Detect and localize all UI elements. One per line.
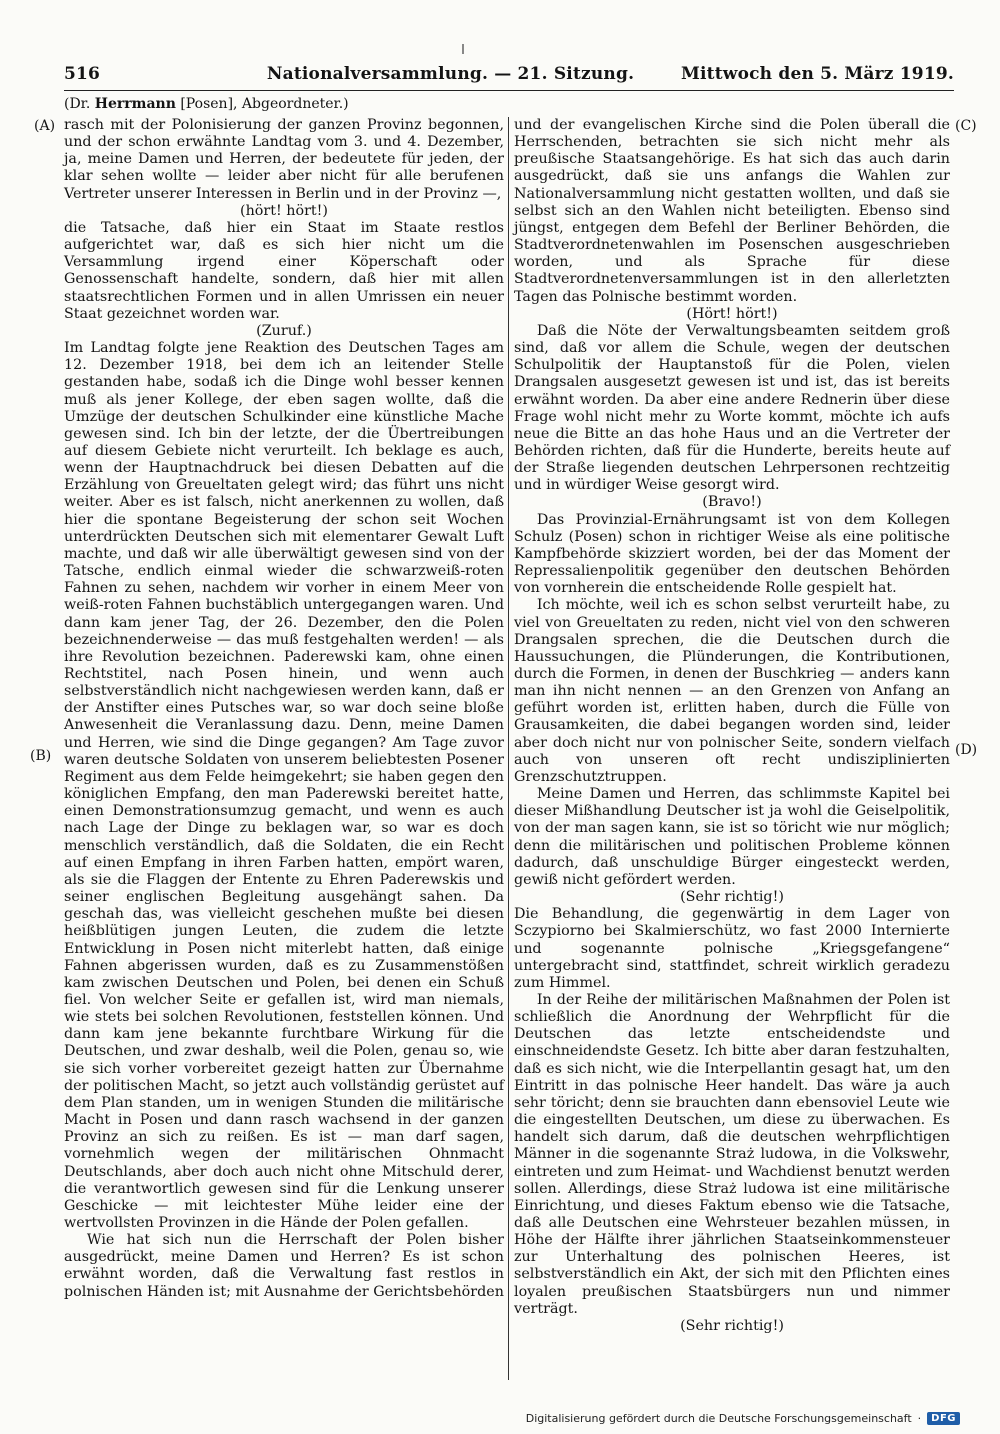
right-paragraph: Das Provinzial-Ernährungsamt ist von dem Kollegen Schulz (Posen) schon in richtiger Weise als eine politische Kampfbehörde skizziert worden, bei der das Moment der Repressalienpolitik gegenüber den deutschen Behörden von vornherein die entscheidende Rolle gespielt hat. xyxy=(514,511,950,597)
scan-speck xyxy=(462,44,464,54)
left-paragraph: Im Landtag folgte jene Reaktion des Deutschen Tages am 12. Dezember 1918, bei dem ich an leitender Stelle gestanden habe, sodaß ich die Dinge wohl besser kennen muß als jener Kollege, der eben sagen wollte, daß die Umzüge der deutschen Schulkinder eine künstliche Mache gewesen sind. Ich bin der letzte, der die Übertreibungen auf diesem Gebiete nicht verurteilt. Ich beklage es auch, wenn der Hauptnachdruck bei diesen Debatten auf die Erzählung von Greueltaten gelegt wird; das führt uns nicht weiter. Aber es ist falsch, nicht anerkennen zu wollen, daß hier die spontane Begeisterung der schon seit Wochen unterdrückten Deutschen sich mit elementarer Gewalt Luft machte, und daß wir alle überwältigt gewesen sind von der Tatsche, endlich einmal wieder die schwarzweiß-roten Fahnen zu sehen, nachdem wir vorher in einem Meer von weiß-roten Fahnen buchstäblich untergegangen waren. Und dann kam jener Tag, der 26. Dezember, den die Polen bezeichnenderweise — das muß festgehalten werden! — als ihre Revolution bezeichnen. Paderewski kam, ohne einen Rechtstitel, nach Posen hinein, und wenn auch selbstverständlich nicht nachgewiesen werden kann, daß er der Anstifter eines Putsches war, so war doch seine bloße Anwesenheit die Veranlassung dazu. Denn, meine Damen und Herren, wie sind die Dinge gegangen? Am Tage zuvor waren deutsche Soldaten von unserem beliebtesten Posener Regiment aus dem Felde heimgekehrt; sie haben gegen den königlichen Empfang, den man Paderewski bereitet hatte, einen Demonstrationsumzug gemacht, und wenn es auch nach Lage der Dinge zu beklagen war, so war es doch menschlich verständlich, daß die Soldaten, die ein Recht auf einen Empfang in ihren Farben hatten, empört waren, als sie die Flaggen der Entente zu Ehren Paderewskis und seiner englischen Begleitung ausgehängt sahen. Da geschah das, was vielleicht geschehen mußte bei diesen heißblütigen jungen Leuten, die zudem die letzte Entwicklung in Posen nicht miterlebt hatten, daß einige Fahnen abgerissen wurden, daß es zu Zusammenstößen kam zwischen Deutschen und Polen, bei denen ein Schuß fiel. Von welcher Seite er gefallen ist, wird man niemals, wie stets bei solchen Revolutionen, feststellen können. Und dann kam jene bekannte furchtbare Wirkung für die Deutschen, und zwar deshalb, weil die Polen, genau so, wie sie sich vorher vorbereitet gezeigt hatten zur Übernahme der politischen Macht, so jetzt auch vollständig gerüstet auf dem Plan standen, um in wenigen Stunden die militärische Macht in Posen und dann rasch wachsend in der ganzen Provinz an sich zu reißen. Es ist — man darf sagen, vornehmlich wegen der militärischen Ohnmacht Deutschlands, aber doch auch nicht ohne Mitschuld derer, die verantwortlich gewesen sind für die Lenkung unserer Geschicke — mit leichtester Mühe leider eine der wertvollsten Provinzen in die Hände der Polen gefallen. xyxy=(64,340,504,1231)
right-paragraph: Meine Damen und Herren, das schlimmste Kapitel bei dieser Mißhandlung Deutscher ist ja wohl die Geiselpolitik, von der man sagen kann, sie ist so töricht wie nur möglich; denn die militärischen und politischen Probleme können dadurch, daß unschuldige Bürger eingesteckt werden, gewiß nicht gefördert werden. xyxy=(514,786,950,888)
speaker-prefix: (Dr. xyxy=(64,96,95,112)
speaker-name: Herrmann xyxy=(94,96,176,112)
right-paragraph: Ich möchte, weil ich es schon selbst verurteilt habe, zu viel von Greueltaten zu reden, nicht viel von den schweren Drangsalen sprechen, die die Deutschen durch die Haussuchungen, die Plünderungen, die Kontributionen, durch die Formen, in denen der Buschkrieg — anders kann man ihn nicht nennen — an den Grenzen von Anfang an geführt worden ist, erlitten haben, durch die Fülle von Grausamkeiten, die dabei begangen worden sind, leider aber doch nicht nur von polnischer Seite, sondern vielfach auch von unseren oft recht undisziplinierten Grenzschutztruppen. xyxy=(514,597,950,785)
right-paragraph: und der evangelischen Kirche sind die Polen überall die Herrschenden, betrachten sie sich nicht mehr als preußische Staatsangehörige. Es hat sich das auch darin ausgedrückt, daß sie uns anfangs die Wahlen zur Nationalversammlung nicht gestatten wollten, und daß sie selbst sich an den Wahlen nicht beteiligten. Ebenso sind jüngst, entgegen dem Befehl der Berliner Behörden, die Stadtverordnetenwahlen im Posenschen ausgeschrieben worden, und als Sprache für diese Stadtverordnetenversammlungen ist in den allerletzten Tagen das Polnische bestimmt worden. xyxy=(514,117,950,305)
page-header xyxy=(64,64,954,86)
left-paragraph: rasch mit der Polonisierung der ganzen Provinz begonnen, und der schon erwähnte Landtag vom 3. und 4. Dezember, ja, meine Damen und Herren, der bedeutete für jeden, der klar sehen wollte — leider aber nicht für alle berufenen Vertreter unserer Interessen in Berlin und in der Provinz —, xyxy=(64,117,504,202)
page-footer xyxy=(526,1410,960,1426)
speaker-suffix: [Posen], Abgeordneter.) xyxy=(175,96,349,112)
left-column xyxy=(64,117,504,1301)
margin-mark-c: (C) xyxy=(955,118,977,134)
left-interjection: (Zuruf.) xyxy=(256,322,312,339)
right-paragraph: In der Reihe der militärischen Maßnahmen der Polen ist schließlich die Anordnung der Wehrpflicht für die Deutschen das letzte entscheidendste und einschneidendste Gesetz. Ich bitte aber daran festzuhalten, daß es sich nicht, wie die Interpellantin gesagt hat, um den Eintritt in das polnische Heer handelt. Das wäre ja auch sehr töricht; denn sie brauchten dann ebensoviel Leute wie die eingestellten Deutschen, um diese zu überwachen. Es handelt sich darum, daß die deutschen wehrpflichtigen Männer in die sogenannte Straż ludowa, in die Volkswehr, eintreten und zum Heimat- und Wachdienst benutzt werden sollen. Allerdings, diese Straż ludowa ist eine militärische Einrichtung, und dieses Faktum ebenso wie die Tatsache, daß alle Deutschen eine Wehrsteuer bezahlen müssen, in Höhe der Hälfte ihrer jährlichen Staatseinkommensteuer zur Unterhaltung des polnischen Heeres, ist selbstverständlich ein Akt, der sich mit den Pflichten eines loyalen preußischen Staatsbürgers nun und nimmer verträgt. xyxy=(514,991,950,1317)
margin-mark-d: (D) xyxy=(955,742,978,758)
header-date: Mittwoch den 5. März 1919. xyxy=(680,64,954,84)
column-divider xyxy=(508,117,509,1380)
left-interjection: (hört! hört!) xyxy=(240,202,328,219)
right-interjection: (Hört! hört!) xyxy=(686,305,778,322)
dfg-logo: DFG xyxy=(927,1412,960,1425)
page-number: 516 xyxy=(64,64,101,84)
left-paragraph: Wie hat sich nun die Herrschaft der Polen bisher ausgedrückt, meine Damen und Herren? Es ist schon erwähnt worden, daß die Verwaltung fast restlos in polnischen Händen ist; mit Ausnahme der Gerichtsbehörden xyxy=(64,1232,504,1300)
header-title: Nationalversammlung. — 21. Sitzung. xyxy=(266,64,635,84)
footer-credit: Digitalisierung gefördert durch die Deutsche Forschungsgemeinschaft xyxy=(525,1411,912,1425)
header-rule xyxy=(64,90,954,91)
right-interjection: (Sehr richtig!) xyxy=(680,889,784,906)
left-paragraph: die Tatsache, daß hier ein Staat im Staate restlos aufgerichtet war, daß es sich hier nicht um die Versammlung irgend einer Köperschaft oder Genossenschaft handelte, sondern, daß hier mit allen staatsrechtlichen Formen und in allen Umrissen ein neuer Staat gezeichnet worden war. xyxy=(64,219,504,322)
right-paragraph: Daß die Nöte der Verwaltungsbeamten seitdem groß sind, daß vor allem die Schule, wegen der deutschen Schulpolitik der Hauptanstoß für die Polen, vielen Drangsalen ausgesetzt gewesen ist und ist, das ist bereits erwähnt worden. Da aber eine andere Rednerin über diese Frage wohl nicht mehr zu Worte kommt, möchte ich aufs neue die Bitte an das hohe Haus und an die Vertreter der Behörden richten, daß für die Hunderte, bereits heute auf der Straße liegenden deutschen Lehrpersonen rechtzeitig und in würdiger Weise gesorgt wird. xyxy=(514,322,950,494)
margin-mark-b: (B) xyxy=(30,748,52,764)
speaker-line xyxy=(64,96,504,112)
margin-mark-a: (A) xyxy=(34,118,56,134)
right-interjection: (Bravo!) xyxy=(702,494,762,511)
footer-dot: · xyxy=(917,1411,922,1425)
right-interjection: (Sehr richtig!) xyxy=(680,1317,784,1334)
right-paragraph: Die Behandlung, die gegenwärtig in dem Lager von Sczypiorno bei Skalmierschütz, wo fast 2000 Internierte und sogenannte polnische „Kriegsgefangene“ untergebracht sind, stattfindet, schreit wirklich geradezu zum Himmel. xyxy=(514,906,950,991)
right-column xyxy=(514,117,950,1335)
